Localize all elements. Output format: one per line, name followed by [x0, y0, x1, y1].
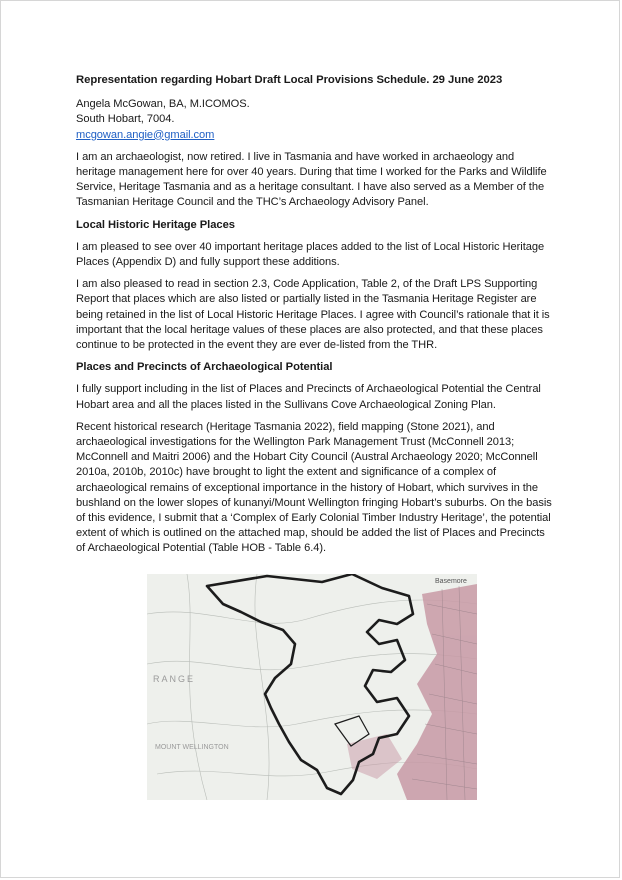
local-heritage-paragraph-1: I am pleased to see over 40 important heritage places added to the list of Local Historic Heritage Places (Appendix D) and fully support these additions. — [76, 240, 545, 269]
author-block — [76, 97, 552, 143]
map-label-mount: MOUNT WELLINGTON — [155, 744, 229, 751]
document-body — [76, 73, 552, 564]
map-label-basin: Basemore — [435, 578, 467, 585]
author-email-link[interactable]: mcgowan.angie@gmail.com — [76, 128, 215, 141]
section-heading-local-heritage: Local Historic Heritage Places — [76, 218, 235, 231]
author-location: South Hobart, 7004. — [76, 113, 175, 126]
attached-map — [147, 574, 477, 800]
map-label-range: RANGE — [153, 674, 196, 684]
map-graphic — [147, 574, 477, 800]
intro-paragraph: I am an archaeologist, now retired. I live in Tasmania and have worked in archaeology and heritage management here for over 40 years. During that time I worked for the Parks and Wildlife Service, Heritage Tasmania and as a heritage consultant. I have also served as a Member of the Tasmanian Heritage Council and the THC’s Archaeology Advisory Panel. — [76, 150, 547, 209]
author-name: Angela McGowan, BA, M.ICOMOS. — [76, 98, 250, 111]
archaeological-paragraph-1: I fully support including in the list of Places and Precincts of Archaeological Potential the Central Hobart area and all the places listed in the Sullivans Cove Archaeological Zoning Plan. — [76, 383, 541, 411]
section-heading-archaeological-potential: Places and Precincts of Archaeological Potential — [76, 361, 333, 374]
document-title: Representation regarding Hobart Draft Local Provisions Schedule. 29 June 2023 — [76, 74, 503, 86]
archaeological-paragraph-2: Recent historical research (Heritage Tasmania 2022), field mapping (Stone 2021), and archaeological investigations for the Wellington Park Management Trust (McConnell 2013; McConnell and Maitri 2006) and the Hobart City Council (Austral Archaeology 2020; McConnell 2010a, 2010b, 2010c) have brought to light the extent and significance of a complex of archaeological remains of exceptional importance in the history of Hobart, which survives in the bushland on the lower slopes of kunanyi/Mount Wellington fringing Hobart’s suburbs. On the basis of this evidence, I submit that a ‘Complex of Early Colonial Timber Industry Heritage’, the potential extent of which is outlined on the attached map, should be added the list of Places and Precincts of Archaeological Potential (Table HOB - Table 6.4). — [76, 420, 552, 555]
local-heritage-paragraph-2: I am also pleased to read in section 2.3, Code Application, Table 2, of the Draft LPS Supporting Report that places which are also listed or partially listed in the Tasmania Heritage Register are being retained in the list of Local Historic Heritage Places. I agree with Council’s rationale that it is important that the local heritage values of these places are also protected, and that these places continue to be protected in the event they are ever de-listed from the THR. — [76, 278, 550, 352]
